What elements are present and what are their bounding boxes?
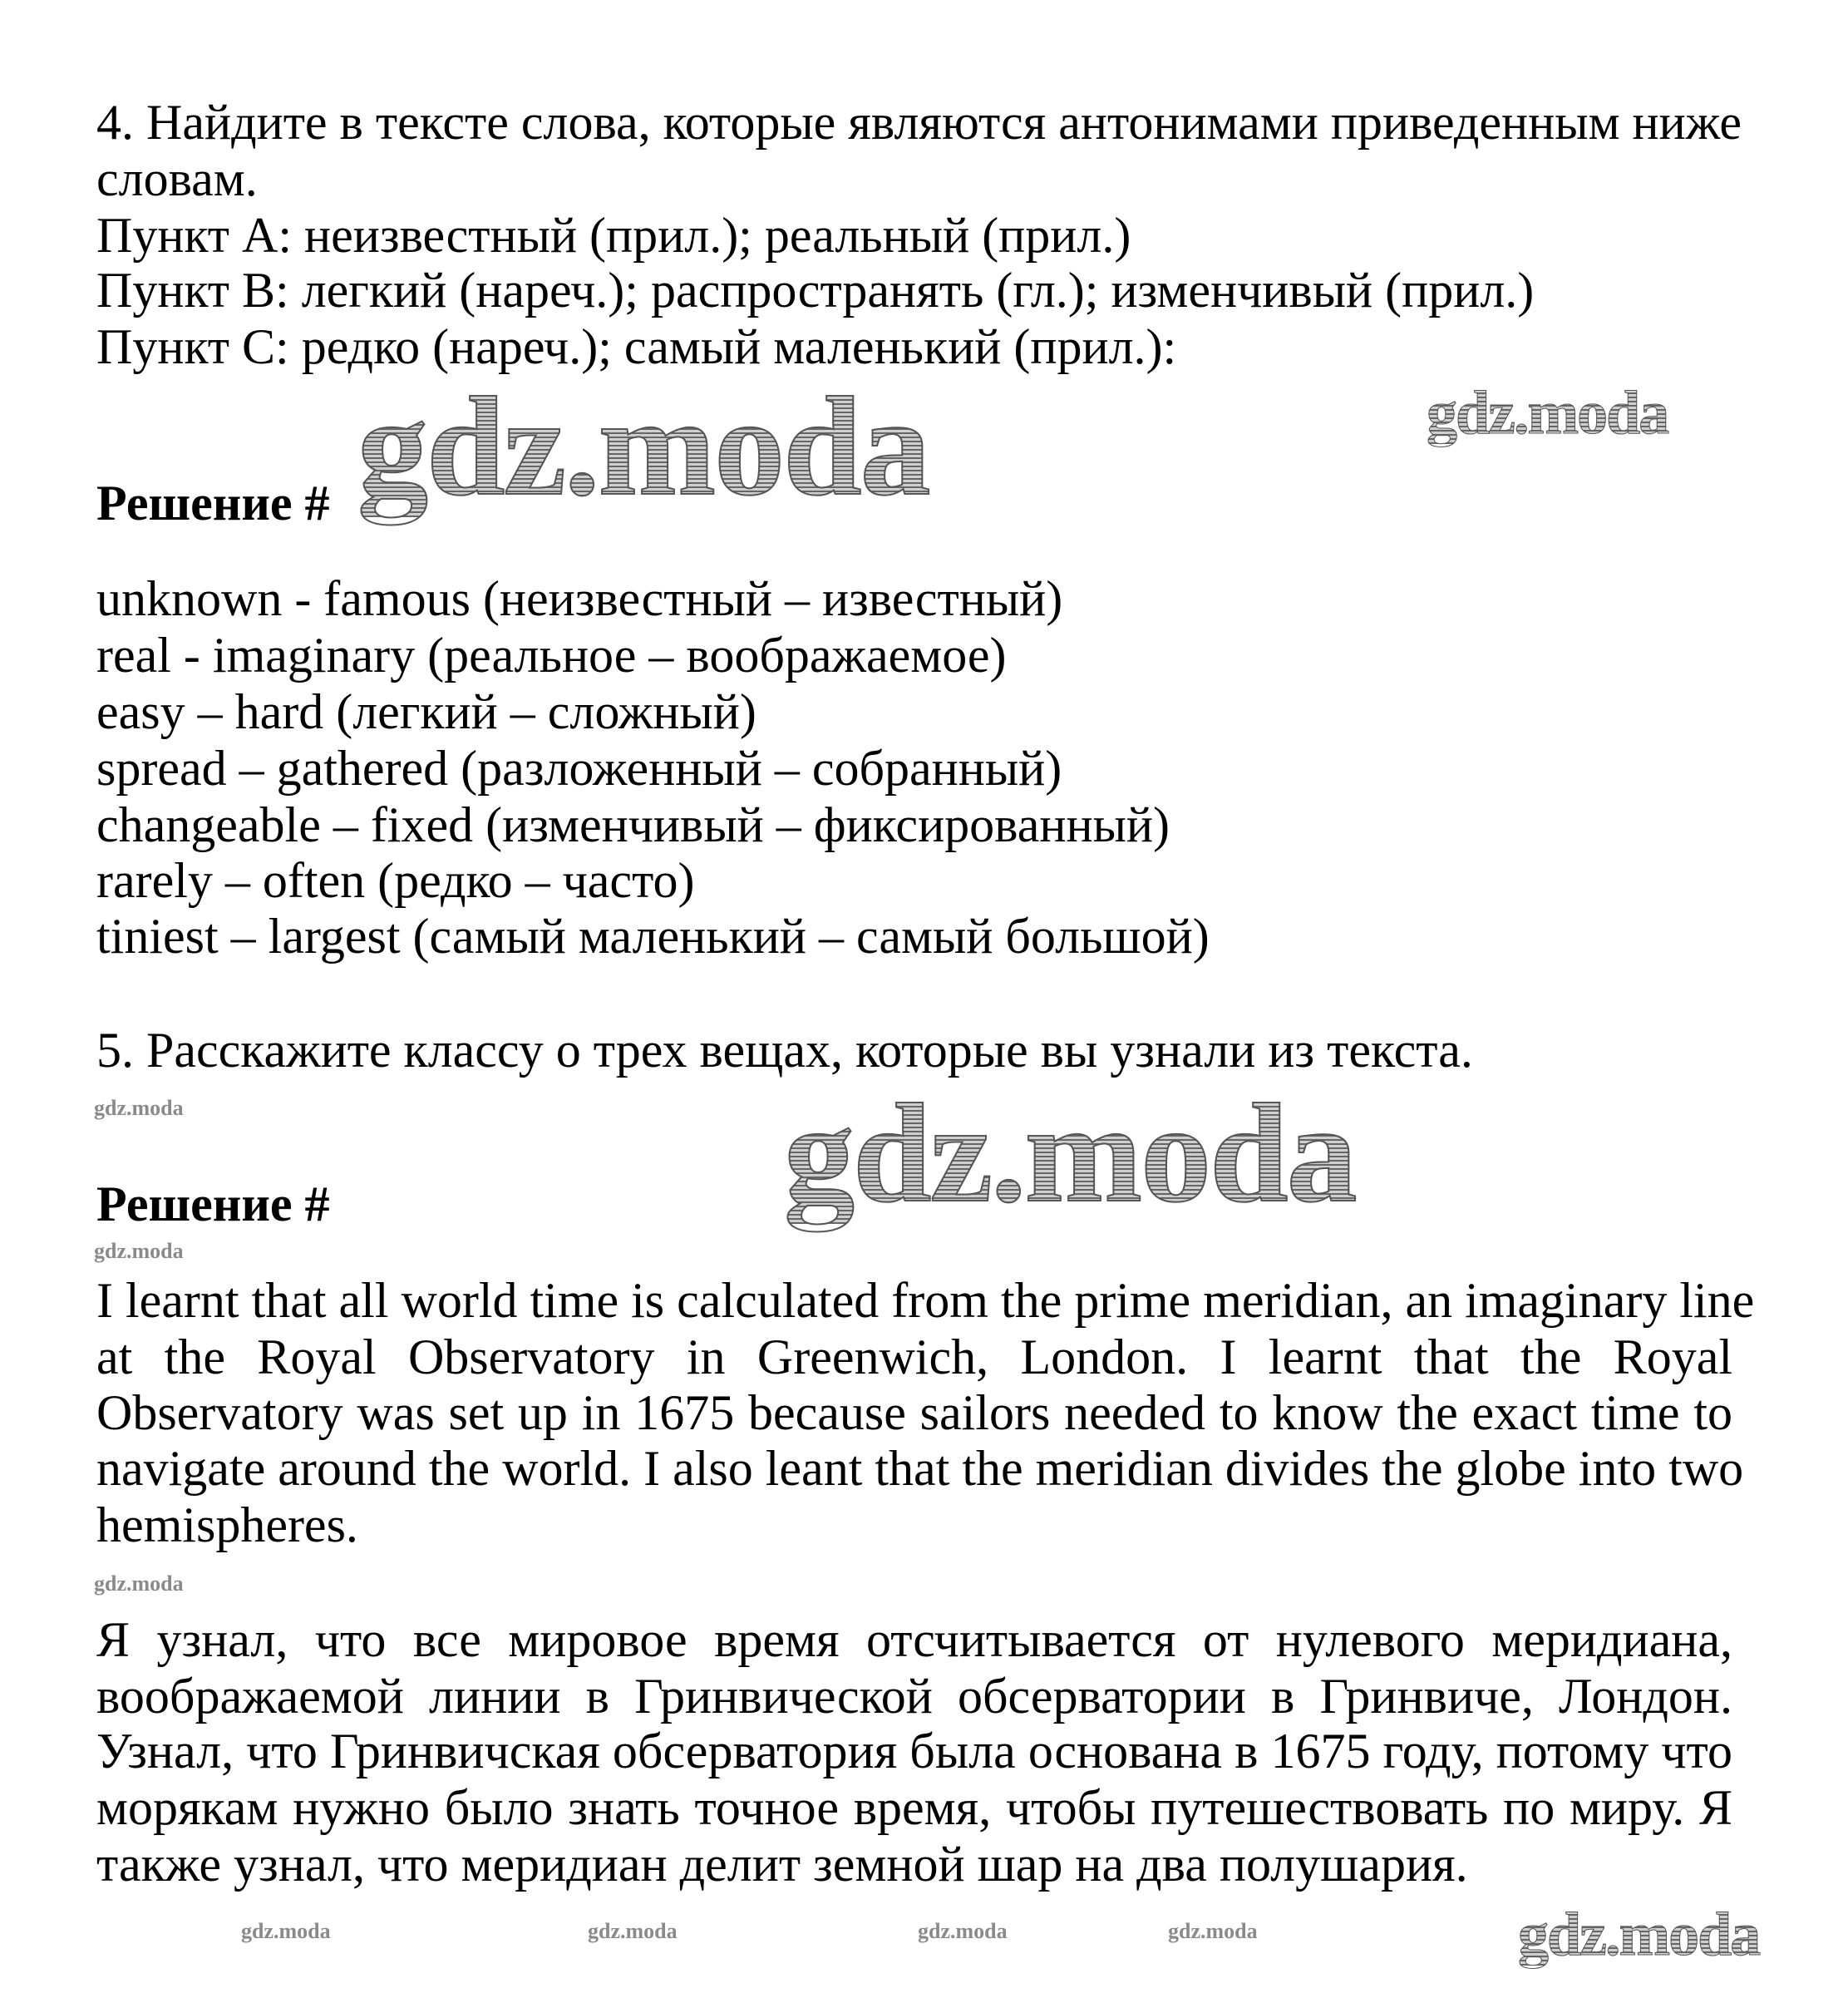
solution-heading: Решение # (96, 1177, 330, 1231)
answer-line: easy – hard (легкий – сложный) (96, 684, 756, 739)
task4-item-b: Пункт В: легкий (нареч.); распространять (гл.); изменчивый (прил.) (96, 263, 1535, 318)
russian-paragraph-line: воображаемой линии в Гринвической обсерватории в Гринвиче, Лондон. (96, 1669, 1732, 1724)
answer-line: real - imaginary (реальное – воображаемое) (96, 628, 1007, 683)
watermark-small: gdz.moda (918, 1919, 1008, 1943)
watermark-small: gdz.moda (588, 1919, 678, 1943)
answer-line: rarely – often (редко – часто) (96, 853, 695, 908)
watermark-small: gdz.moda (94, 1096, 184, 1120)
russian-paragraph-line: также узнал, что меридиан делит земной шар на два полушария. (96, 1837, 1468, 1892)
watermark-logo: gdz.moda (784, 1075, 1356, 1231)
russian-paragraph-line: Узнал, что Гринвичская обсерватория была основана в 1675 году, потому что (96, 1724, 1732, 1778)
task4-question-line: 4. Найдите в тексте слова, которые являются антонимами приведенным ниже (96, 95, 1742, 150)
watermark-logo: gdz.moda (1518, 1901, 1760, 1969)
english-paragraph-line: Observatory was set up in 1675 because sailors needed to know the exact time to (96, 1385, 1732, 1440)
answer-line: unknown - famous (неизвестный – известный) (96, 571, 1063, 626)
english-paragraph-line: I learnt that all world time is calculated from the prime meridian, an imaginary line (96, 1273, 1755, 1328)
task4-item-a: Пункт А: неизвестный (прил.); реальный (прил.) (96, 208, 1131, 263)
english-paragraph-line: at the Royal Observatory in Greenwich, London. I learnt that the Royal (96, 1329, 1732, 1384)
watermark-small: gdz.moda (1168, 1919, 1258, 1943)
task5-question: 5. Расскажите классу о трех вещах, которые вы узнали из текста. (96, 1023, 1473, 1078)
watermark-small: gdz.moda (94, 1239, 184, 1263)
answer-line: tiniest – largest (самый маленький – самый большой) (96, 909, 1210, 964)
answer-line: spread – gathered (разложенный – собранный) (96, 741, 1062, 796)
watermark-logo: gdz.moda (1427, 379, 1668, 447)
solution-heading: Решение # (96, 476, 330, 530)
watermark-small: gdz.moda (241, 1919, 331, 1943)
task4-item-c: Пункт С: редко (нареч.); самый маленький (прил.): (96, 319, 1177, 374)
watermark-logo: gdz.moda (357, 368, 929, 525)
russian-paragraph-line: Я узнал, что все мировое время отсчитывается от нулевого меридиана, (96, 1612, 1732, 1667)
answer-line: changeable – fixed (изменчивый – фиксированный) (96, 797, 1170, 852)
watermark-small: gdz.moda (94, 1571, 184, 1596)
english-paragraph-line: navigate around the world. I also leant that the meridian divides the globe into two (96, 1441, 1744, 1496)
english-paragraph-line: hemispheres. (96, 1497, 358, 1552)
task4-question-line: словам. (96, 151, 258, 206)
russian-paragraph-line: морякам нужно было знать точное время, чтобы путешествовать по миру. Я (96, 1780, 1732, 1835)
